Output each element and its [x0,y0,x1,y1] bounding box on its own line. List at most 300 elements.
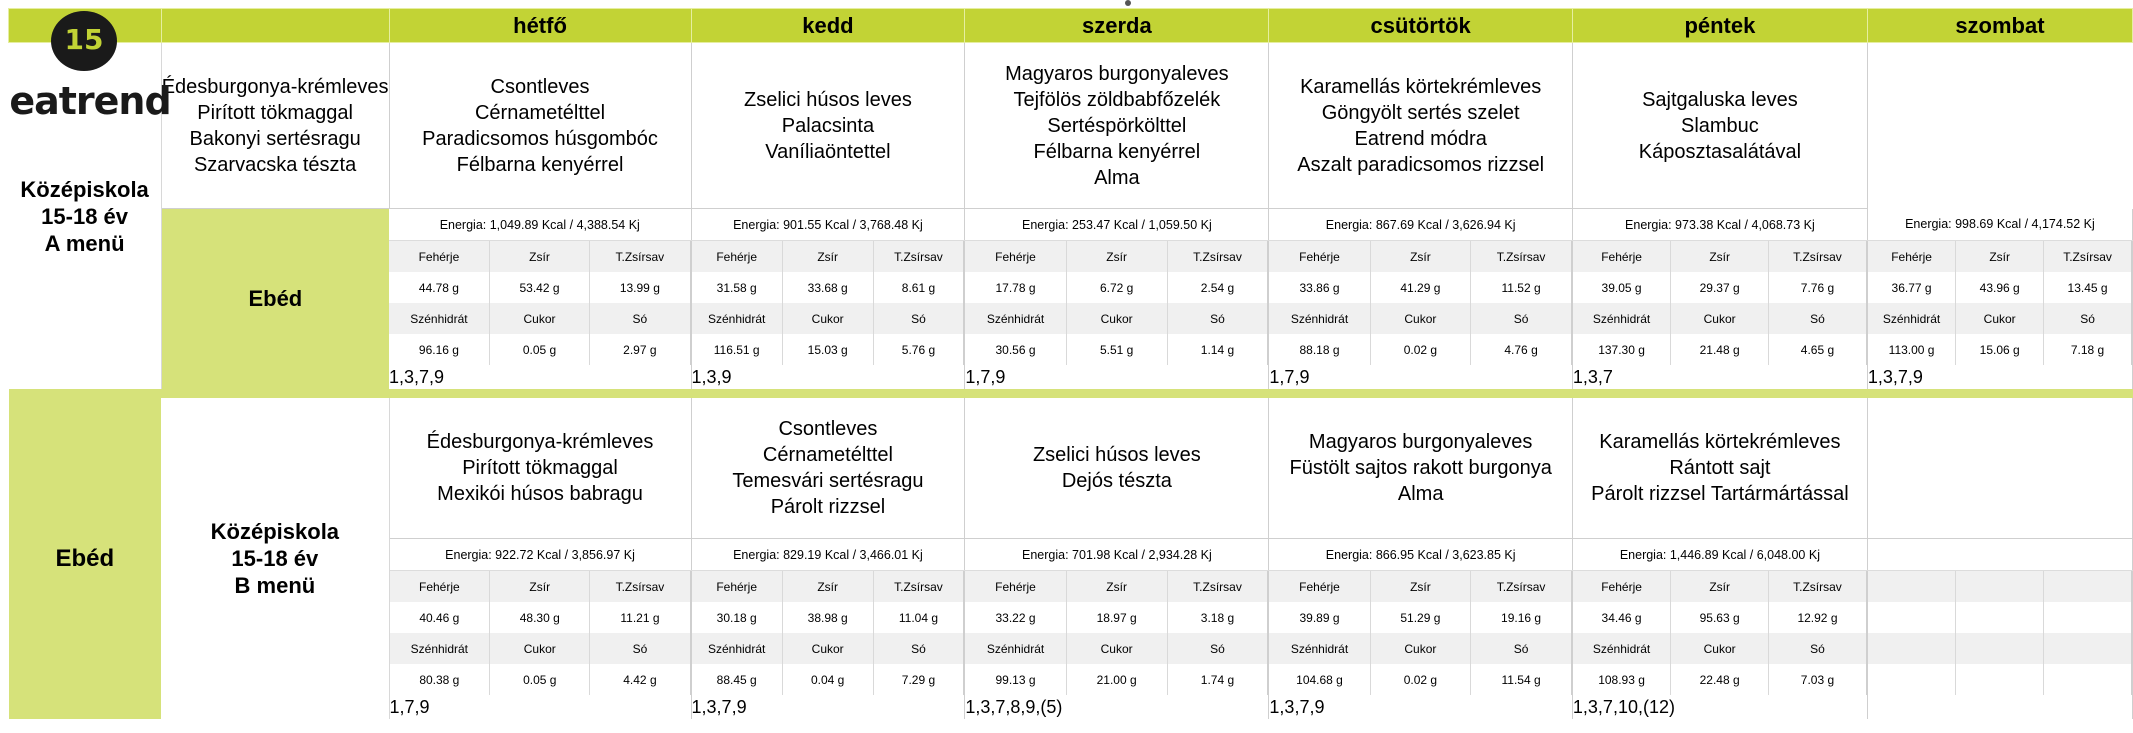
category-line: 15-18 év [41,203,129,229]
nutrient-label-sat_fat: T.Zsírsav [1167,241,1268,272]
nutrient-value-carbs: 96.16 g [389,334,489,365]
nutrient-label-salt: Só [1769,303,1867,334]
dish-name: Sertéspörkölttel [1047,114,1187,137]
nutrient-grid [1573,241,1867,365]
nutrient-value-protein: 31.58 g [692,272,783,303]
nutrient-label-protein: Fehérje [965,571,1066,602]
nutrient-label-salt: Só [1769,633,1867,664]
nutrient-value-row [692,664,964,695]
nutrient-value-sat_fat: 11.04 g [873,602,964,633]
nutrient-value-row [1868,602,2132,633]
logo-cell [9,9,171,123]
nutrient-label-row [1269,303,1571,334]
nutrient-value-row [965,664,1268,695]
dish-name: Paradicsomos húsgombóc [422,127,658,150]
nutrient-value-row [389,334,690,365]
nutrient-label-protein: Fehérje [1269,571,1370,602]
dish-name: Eatrend módra [1354,127,1487,150]
nutrient-value-fat: 95.63 g [1671,602,1769,633]
nutrient-value-salt: 11.54 g [1471,664,1572,695]
nutrient-value-sat_fat: 12.92 g [1769,602,1867,633]
nutrient-label-protein: Fehérje [965,241,1066,272]
nutrient-label-sat_fat: T.Zsírsav [1769,571,1867,602]
nutrient-value-sat_fat: 13.99 g [590,272,690,303]
dish-name: Dejós tészta [1061,470,1172,492]
energy-value: Energia: 922.72 Kcal / 3,856.97 Kj [389,539,691,571]
nutrient-label-sugar: Cukor [490,633,590,664]
dish-name: Alma [1094,166,1140,189]
header-corner [161,9,389,43]
nutrient-value-sugar: 21.48 g [1671,334,1769,365]
nutrient-value-row [1573,602,1866,633]
nutrient-value-protein: 30.18 g [692,602,783,633]
nutrient-value-salt: 4.76 g [1471,334,1572,365]
nutrient-label-salt: Só [1471,633,1572,664]
nutrient-label-sat_fat: T.Zsírsav [1471,571,1572,602]
dish-name: Füstölt sajtos rakott burgonya [1289,457,1552,479]
nutrient-value-carbs: 137.30 g [1573,334,1671,365]
nutrient-label-row [1868,303,2132,334]
nutrient-label-row [1573,303,1866,334]
nutrient-value-salt: 1.14 g [1167,334,1268,365]
nutrient-value-sat_fat: 11.21 g [590,602,690,633]
nutrient-label-row [1573,241,1866,272]
nutrient-label-carbs: Szénhidrát [965,303,1066,334]
dish-cell [389,398,691,539]
day-header-3: csütörtök [1269,9,1572,43]
nutrient-value-sugar: 0.05 g [490,664,590,695]
menu-0-dishes-row [9,43,2133,209]
nutrient-value-carbs: 99.13 g [965,664,1066,695]
nutrient-label-fat: Zsír [489,241,589,272]
nutrient-label-carbs: Szénhidrát [389,303,489,334]
nutrient-label-sat_fat: T.Zsírsav [590,241,690,272]
nutrient-value-carbs: 88.45 g [692,664,783,695]
nutrient-label-sugar: Cukor [1066,303,1167,334]
nutrient-value-fat: 38.98 g [782,602,873,633]
nutrient-value-sat_fat: 13.45 g [2044,272,2132,303]
nutrient-cell [1867,241,2132,366]
nutrient-label-row [965,241,1268,272]
nutrient-value-row [389,272,690,303]
menu-0-energy-row [9,209,2133,241]
nutrient-grid [1868,571,2132,695]
nutrient-value-sugar: 0.05 g [489,334,589,365]
nutrient-value-salt: 7.03 g [1769,664,1867,695]
dish-name: Csontleves [778,418,878,440]
energy-value: Energia: 701.98 Kcal / 2,934.28 Kj [965,539,1269,571]
dish-name: Édesburgonya-krémleves [161,75,389,98]
nutrient-label-row [389,303,690,334]
nutrient-value-sat_fat [2044,602,2132,633]
menu-1-dishes-row [9,398,2133,539]
nutrient-value-protein: 33.22 g [965,602,1066,633]
nutrient-value-carbs: 113.00 g [1868,334,1956,365]
nutrient-label-row [692,633,964,664]
nutrient-label-sat_fat: T.Zsírsav [1167,571,1268,602]
nutrient-value-row [1868,334,2132,365]
dish-name: Göngyölt sertés szelet [1321,101,1520,124]
nutrient-label-row [1269,241,1571,272]
day-header-0: hétfő [389,9,691,43]
allergen-codes: 1,3,7,9 [1867,365,2132,389]
nutrient-label-sugar: Cukor [1370,303,1471,334]
dish-cell [1572,398,1867,539]
nutrient-cell [1269,571,1572,696]
nutrient-label-sugar: Cukor [1066,633,1167,664]
nutrient-label-salt: Só [590,303,690,334]
dish-name: Cérnametélttel [474,101,606,124]
nutrient-label-carbs: Szénhidrát [692,303,783,334]
day-header-4: péntek [1572,9,1867,43]
nutrient-value-row [1269,272,1571,303]
dish-name: Félbarna kenyérrel [456,153,624,176]
nutrient-value-protein: 40.46 g [390,602,490,633]
category-line: B menü [234,573,316,598]
category-line: Középiskola [210,519,340,544]
nutrient-grid [692,571,965,695]
nutrient-value-row [965,602,1268,633]
nutrient-label-carbs [1868,633,1956,664]
nutrient-label-salt: Só [1471,303,1572,334]
nutrient-label-protein: Fehérje [692,571,783,602]
section-separator [9,389,2133,398]
energy-value: Energia: 866.95 Kcal / 3,623.85 Kj [1269,539,1572,571]
nutrient-label-sugar: Cukor [1956,303,2044,334]
nutrient-label-fat: Zsír [1671,571,1769,602]
nutrient-value-sat_fat: 2.54 g [1167,272,1268,303]
energy-value: Energia: 1,446.89 Kcal / 6,048.00 Kj [1572,539,1867,571]
nutrient-value-fat: 43.96 g [1956,272,2044,303]
energy-value: Energia: 829.19 Kcal / 3,466.01 Kj [691,539,965,571]
allergen-codes: 1,7,9 [389,695,691,719]
nutrient-label-fat: Zsír [1370,571,1471,602]
nutrient-value-row [390,664,691,695]
nutrient-label-row [1573,571,1866,602]
energy-value: Energia: 998.69 Kcal / 4,174.52 Kj [1867,209,2132,241]
nutrient-value-carbs: 80.38 g [390,664,490,695]
nutrient-label-carbs: Szénhidrát [1573,303,1671,334]
allergen-codes: 1,3,7,9 [691,695,965,719]
nutrient-label-salt: Só [1167,303,1268,334]
nutrient-value-sat_fat: 3.18 g [1167,602,1268,633]
nutrient-label-fat: Zsír [490,571,590,602]
top-margin [0,0,2133,8]
nutrient-label-row [692,303,964,334]
dish-cell [691,43,965,209]
nutrient-label-sat_fat: T.Zsírsav [873,241,964,272]
nutrient-label-protein [1868,571,1956,602]
nutrient-label-carbs: Szénhidrát [390,633,490,664]
nutrient-cell [1572,241,1867,366]
nutrient-label-salt: Só [1167,633,1268,664]
energy-value [1867,539,2132,571]
dish-name: Tejfölös zöldbabfőzelék [1013,88,1221,111]
nutrient-label-salt: Só [590,633,690,664]
nutrient-label-sat_fat: T.Zsírsav [1471,241,1572,272]
dish-name: Karamellás körtekrémleves [1599,431,1841,453]
dish-name: Cérnametélttel [762,444,893,466]
dish-name: Párolt rizzsel Tartármártással [1591,483,1849,505]
nutrient-value-protein: 39.89 g [1269,602,1370,633]
allergen-codes: 1,3,7,9 [389,365,691,389]
dish-name: Vaníliaöntettel [765,140,891,163]
nutrient-value-sugar: 5.51 g [1066,334,1167,365]
nutrient-value-salt: 1.74 g [1167,664,1268,695]
energy-value: Energia: 1,049.89 Kcal / 4,388.54 Kj [389,209,691,241]
nutrient-value-sugar: 0.02 g [1370,664,1471,695]
nutrient-label-carbs: Szénhidrát [965,633,1066,664]
nutrient-value-fat: 18.97 g [1066,602,1167,633]
dish-name: Slambuc [1680,114,1759,137]
dish-cell [691,398,965,539]
nutrient-grid [389,241,691,365]
energy-value: Energia: 253.47 Kcal / 1,059.50 Kj [965,209,1269,241]
nutrient-value-row [965,334,1268,365]
category-line: 15-18 év [231,546,319,571]
nutrient-grid [1868,241,2132,365]
nutrient-label-carbs: Szénhidrát [1868,303,1956,334]
nutrient-value-row [1269,334,1571,365]
dish-name: Sajtgaluska leves [1642,88,1798,111]
nutrient-value-row [390,602,691,633]
nutrient-cell [691,571,965,696]
nutrient-label-protein: Fehérje [1868,241,1956,272]
nutrient-cell [1269,241,1572,366]
nutrient-value-row [1269,664,1571,695]
nutrient-value-carbs: 88.18 g [1269,334,1370,365]
nutrient-value-salt: 2.97 g [590,334,690,365]
nutrient-value-protein: 36.77 g [1868,272,1956,303]
nutrient-label-carbs: Szénhidrát [692,633,783,664]
nutrient-label-protein: Fehérje [692,241,783,272]
dish-cell [965,43,1269,209]
nutrient-value-fat: 29.37 g [1671,272,1769,303]
nutrient-label-carbs: Szénhidrát [1269,303,1370,334]
nutrient-label-sugar: Cukor [1671,303,1769,334]
nutrient-cell [1867,571,2132,696]
nutrient-value-fat: 48.30 g [490,602,590,633]
dish-name: Bakonyi sertésragu [189,127,361,150]
nutrient-value-sat_fat: 8.61 g [873,272,964,303]
nutrient-label-sat_fat: T.Zsírsav [2044,241,2132,272]
nutrient-value-fat: 33.68 g [782,272,873,303]
nutrient-label-salt: Só [873,303,964,334]
dish-name: Pirított tökmaggal [462,457,618,479]
allergen-codes: 1,3,7,8,9,(5) [965,695,1269,719]
nutrient-value-row [1573,272,1866,303]
nutrient-cell [389,571,691,696]
nutrient-value-fat: 53.42 g [489,272,589,303]
allergen-codes [1867,695,2132,719]
nutrient-grid [1269,241,1571,365]
nutrient-label-row [1868,241,2132,272]
nutrient-value-fat: 51.29 g [1370,602,1471,633]
nutrient-grid [965,571,1268,695]
dish-name: Káposztasalátával [1638,140,1802,163]
nutrient-value-protein: 17.78 g [965,272,1066,303]
nutrient-label-fat: Zsír [782,241,873,272]
dish-cell [389,43,691,209]
nutrient-value-salt: 4.42 g [590,664,690,695]
nutrient-label-row [390,633,691,664]
nutrient-value-row [1269,602,1571,633]
dish-name: Temesvári sertésragu [732,470,924,492]
nutrient-label-fat: Zsír [1956,241,2044,272]
nutrient-label-row [390,571,691,602]
energy-value: Energia: 973.38 Kcal / 4,068.73 Kj [1572,209,1867,241]
nutrient-label-sugar [1956,633,2044,664]
dish-name: Alma [1397,483,1444,505]
nutrient-label-sugar: Cukor [1671,633,1769,664]
nutrient-label-salt: Só [873,633,964,664]
nutrient-value-protein [1868,602,1956,633]
nutrient-label-row [692,571,964,602]
nutrient-value-carbs: 116.51 g [692,334,783,365]
nutrient-label-row [1868,633,2132,664]
nutrient-cell [691,241,965,366]
nutrient-value-sugar: 21.00 g [1066,664,1167,695]
nutrient-label-fat: Zsír [1066,241,1167,272]
nutrient-label-row [1573,633,1866,664]
nutrient-cell [1572,571,1867,696]
nutrient-label-row [965,303,1268,334]
nutrient-value-row [1868,664,2132,695]
nutrient-cell [965,571,1269,696]
nutrient-value-sat_fat: 19.16 g [1471,602,1572,633]
nutrient-label-salt: Só [2044,303,2132,334]
nutrient-value-fat: 6.72 g [1066,272,1167,303]
nutrient-value-fat [1956,602,2044,633]
nutrient-value-row [965,272,1268,303]
energy-value: Energia: 867.69 Kcal / 3,626.94 Kj [1269,209,1572,241]
nutrient-label-row [1269,571,1571,602]
nutrient-label-fat: Zsír [782,571,873,602]
nutrient-label-row [389,241,690,272]
nutrient-value-salt [2044,664,2132,695]
nutrient-value-fat: 41.29 g [1370,272,1471,303]
separator-bar [9,389,2133,398]
dish-cell [1572,43,1867,209]
nutrient-value-salt: 4.65 g [1769,334,1867,365]
nutrient-value-salt: 7.29 g [873,664,964,695]
nutrient-label-carbs: Szénhidrát [1269,633,1370,664]
meal-label: Ebéd [161,209,389,390]
nutrient-label-sugar: Cukor [782,633,873,664]
category-line: A menü [44,230,125,256]
nutrient-cell [389,241,691,366]
nutrient-label-row [692,241,964,272]
nutrient-value-row [692,334,964,365]
dish-name: Csontleves [490,75,590,98]
nutrient-label-protein: Fehérje [1573,241,1671,272]
nutrient-label-protein: Fehérje [390,571,490,602]
nutrient-label-sugar: Cukor [1370,633,1471,664]
nutrient-value-salt: 5.76 g [873,334,964,365]
nutrient-value-sugar: 0.02 g [1370,334,1471,365]
nutrient-value-sugar [1956,664,2044,695]
nutrient-label-sat_fat: T.Zsírsav [1769,241,1867,272]
allergen-codes: 1,7,9 [965,365,1269,389]
dish-cell [1867,398,2132,539]
category-label [161,398,389,719]
nutrient-grid [1573,571,1867,695]
category-line: Középiskola [20,176,149,202]
allergen-codes: 1,3,7,10,(12) [1572,695,1867,719]
nutrient-label-protein: Fehérje [1573,571,1671,602]
dish-name: Mexikói húsos babragu [437,483,643,505]
nutrient-value-protein: 33.86 g [1269,272,1370,303]
nutrient-label-row [1868,571,2132,602]
nutrient-label-sat_fat: T.Zsírsav [873,571,964,602]
nutrient-label-protein: Fehérje [1269,241,1370,272]
dish-cell [1269,43,1572,209]
nutrient-cell [965,241,1269,366]
nutrient-grid [1269,571,1571,695]
menu-table [8,8,2133,719]
nutrient-value-row [1573,664,1866,695]
page-dot [1125,0,1131,6]
nutrient-label-fat: Zsír [1066,571,1167,602]
dish-name: Palacsinta [781,114,875,137]
nutrient-grid [965,241,1268,365]
allergen-codes: 1,3,7 [1572,365,1867,389]
nutrient-label-row [965,633,1268,664]
dish-name: Édesburgonya-krémleves [426,431,654,453]
nutrient-label-carbs: Szénhidrát [1573,633,1671,664]
allergen-codes: 1,3,9 [691,365,965,389]
dish-cell [161,43,389,209]
nutrient-value-carbs [1868,664,1956,695]
nutrient-value-carbs: 108.93 g [1573,664,1671,695]
logo-badge-icon [51,11,117,71]
day-header-5: szombat [1867,9,2132,43]
nutrient-label-sat_fat: T.Zsírsav [590,571,690,602]
day-header-row [9,9,2133,43]
dish-name: Zselici húsos leves [744,88,912,111]
nutrient-value-row [1573,334,1866,365]
nutrient-label-row [1269,633,1571,664]
meal-label: Ebéd [9,398,162,719]
nutrient-label-sugar: Cukor [489,303,589,334]
nutrient-value-carbs: 104.68 g [1269,664,1370,695]
dish-cell [1269,398,1572,539]
nutrient-label-fat: Zsír [1370,241,1471,272]
dish-name: Magyaros burgonyaleves [1308,431,1533,453]
dish-name: Rántott sajt [1669,457,1771,479]
nutrient-label-protein: Fehérje [389,241,489,272]
nutrient-value-sugar: 0.04 g [782,664,873,695]
nutrient-label-fat [1956,571,2044,602]
day-header-2: szerda [965,9,1269,43]
logo-wordmark: eatrend [9,79,171,123]
nutrient-value-sugar: 22.48 g [1671,664,1769,695]
dish-name: Karamellás körtekrémleves [1300,75,1542,98]
nutrient-value-protein: 44.78 g [389,272,489,303]
nutrient-value-protein: 34.46 g [1573,602,1671,633]
day-header-1: kedd [691,9,965,43]
nutrient-label-fat: Zsír [1671,241,1769,272]
nutrient-value-sugar: 15.06 g [1956,334,2044,365]
dish-name: Párolt rizzsel [770,496,886,518]
nutrient-label-salt [2044,633,2132,664]
nutrient-value-sat_fat: 11.52 g [1471,272,1572,303]
dish-name: Zselici húsos leves [1032,444,1201,466]
nutrient-value-row [692,602,964,633]
dish-name: Szarvacska tészta [193,153,357,176]
nutrient-label-sugar: Cukor [782,303,873,334]
nutrient-value-carbs: 30.56 g [965,334,1066,365]
